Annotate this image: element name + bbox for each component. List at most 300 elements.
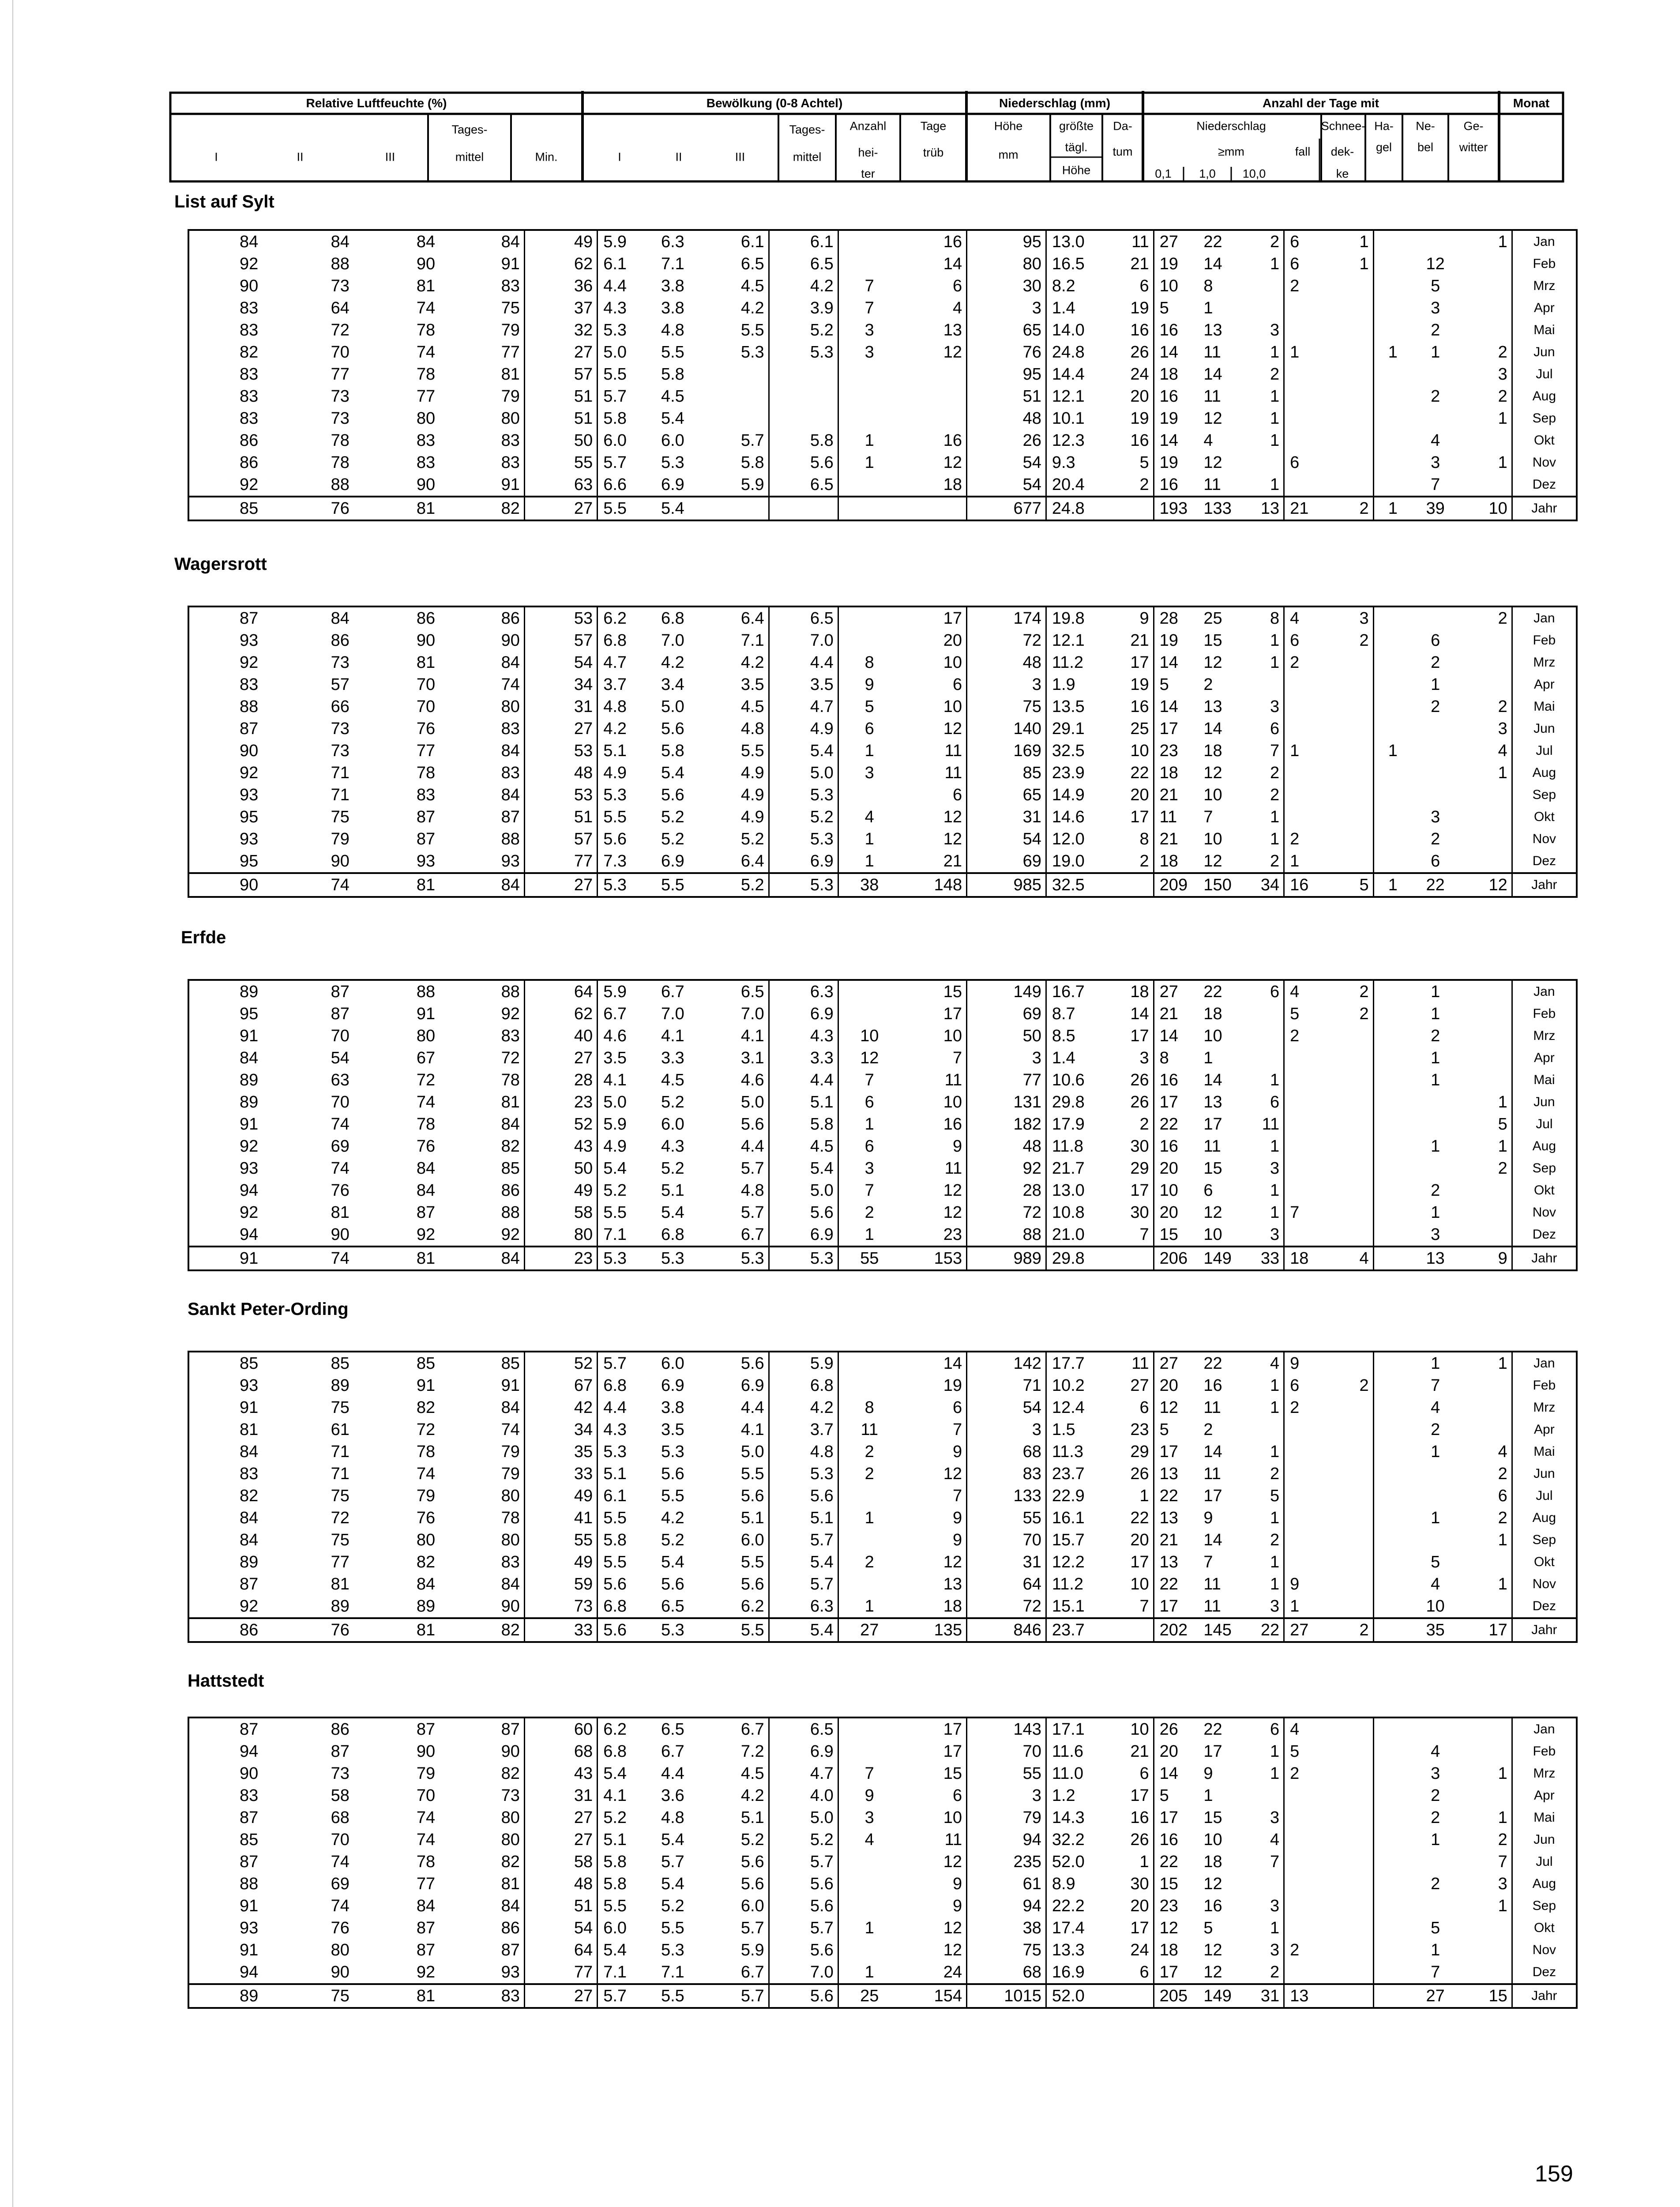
data-cell: 2 [1459, 1463, 1512, 1485]
month-label: Aug [1512, 1135, 1576, 1157]
data-cell: 91 [439, 253, 524, 275]
data-cell: 8 [1159, 1049, 1169, 1067]
data-cell: 5 [1203, 1919, 1213, 1937]
data-cell: 74 [439, 674, 524, 696]
data-cell: 10 [900, 696, 967, 718]
data-cell: 94 [240, 1742, 259, 1761]
data-cell: 12 [900, 828, 967, 850]
data-cell: 58 [524, 1851, 597, 1873]
data-cell: 1.4 [1052, 299, 1075, 317]
data-cell: 5.7 [769, 1851, 838, 1873]
data-cell: 31 [524, 1785, 597, 1807]
station-name: List auf Sylt [174, 192, 274, 211]
data-cell: 81 [353, 497, 439, 520]
data-cell: 90 [416, 1742, 436, 1761]
data-cell [1284, 674, 1329, 696]
month-label: Jahr [1512, 497, 1576, 520]
data-cell: 8.2 [1052, 277, 1075, 295]
data-cell: 12 [1459, 873, 1512, 896]
data-cell [1373, 363, 1412, 385]
data-cell: 4.2 [661, 653, 684, 672]
data-cell: 80 [439, 407, 524, 429]
data-cell: 23.7 [1046, 1618, 1112, 1641]
data-cell: 92 [240, 255, 259, 273]
data-cell: 2 [1329, 1618, 1373, 1641]
data-cell [838, 231, 900, 253]
data-cell: 2 [1290, 1027, 1300, 1045]
month-label: Feb [1512, 629, 1576, 652]
month-row [189, 1939, 1576, 1961]
data-cell [1459, 1595, 1512, 1618]
data-cell: 16.5 [1052, 255, 1085, 273]
data-cell: 51 [524, 385, 597, 407]
data-cell [1329, 341, 1373, 363]
data-cell: 18 [1203, 742, 1222, 760]
data-cell: 61 [331, 1420, 350, 1439]
data-cell: 1 [1243, 253, 1284, 275]
data-cell: 12 [900, 1463, 967, 1485]
data-cell: 11 [861, 1420, 878, 1439]
data-cell: 73 [331, 277, 350, 295]
data-cell: 87 [416, 1941, 436, 1959]
data-cell: 90 [439, 1595, 524, 1618]
data-cell: 81 [353, 1984, 439, 2007]
data-cell: 85 [416, 1354, 436, 1373]
data-cell: 1 [1243, 407, 1284, 429]
data-cell: 21 [1159, 1531, 1178, 1549]
data-cell: 4.2 [661, 1509, 684, 1527]
data-cell: 12 [900, 1939, 967, 1961]
column-header [170, 91, 1563, 181]
month-label: Dez [1512, 850, 1576, 873]
data-cell: 4.6 [603, 1027, 627, 1045]
month-label: Jan [1512, 1352, 1576, 1375]
month-label: Sep [1512, 1157, 1576, 1179]
month-row [189, 1157, 1576, 1179]
data-cell [1284, 1895, 1329, 1917]
data-cell: 7 [1203, 1553, 1213, 1571]
data-cell: 16 [1159, 475, 1178, 494]
data-cell: 30 [1112, 1201, 1154, 1224]
data-cell: 79 [416, 1487, 436, 1505]
data-cell: 6 [1112, 275, 1154, 297]
data-cell: 11.2 [1052, 1575, 1083, 1593]
data-cell: 20 [900, 629, 967, 652]
data-cell: 1 [864, 1919, 874, 1937]
data-cell: 17 [1159, 1808, 1178, 1827]
data-cell [1329, 1463, 1373, 1485]
data-cell: 80 [416, 1531, 436, 1549]
data-cell: 19.0 [1052, 852, 1085, 870]
data-cell: 4.1 [603, 1786, 627, 1805]
data-cell: 68 [524, 1740, 597, 1763]
data-cell: 5.6 [769, 452, 838, 474]
header-days-thunder-a: Ge- [1463, 119, 1484, 133]
data-cell: 11.0 [1052, 1764, 1083, 1783]
data-cell: 11 [1112, 1352, 1154, 1375]
data-cell [1373, 297, 1412, 319]
data-cell: 13 [1243, 497, 1284, 520]
data-cell [1284, 474, 1329, 497]
data-cell: 84 [331, 609, 350, 628]
data-cell: 11 [1159, 808, 1177, 826]
data-cell: 74 [416, 1465, 436, 1483]
data-cell: 1 [1243, 1069, 1284, 1091]
data-cell: 3.9 [769, 297, 838, 319]
data-cell: 34 [524, 1419, 597, 1441]
data-cell: 5.3 [769, 1247, 838, 1269]
data-cell [1373, 1595, 1412, 1618]
data-cell: 3 [1431, 808, 1440, 826]
data-cell: 3.5 [712, 674, 769, 696]
data-cell [1459, 429, 1512, 452]
data-cell: 84 [416, 1159, 436, 1178]
header-cloud-clear-b: ter [861, 167, 875, 181]
data-cell: 6.9 [769, 1740, 838, 1763]
data-cell [900, 497, 967, 520]
data-cell: 17 [1112, 806, 1154, 828]
data-cell [1284, 407, 1329, 429]
data-cell: 2 [1329, 1375, 1373, 1397]
data-cell: 5.3 [603, 1442, 627, 1461]
data-cell: 14 [1159, 343, 1178, 362]
month-label: Jun [1512, 1463, 1576, 1485]
data-cell: 12 [1203, 1875, 1222, 1893]
data-cell: 57 [331, 675, 350, 694]
month-row [189, 275, 1576, 297]
data-cell: 9 [900, 1529, 967, 1551]
data-cell: 17.1 [1052, 1720, 1085, 1739]
data-cell [1459, 1069, 1512, 1091]
data-cell: 13 [1203, 697, 1222, 716]
data-cell: 29 [1112, 1441, 1154, 1463]
data-cell: 1 [864, 1509, 874, 1527]
data-cell: 5.3 [656, 1618, 712, 1641]
data-cell [769, 497, 838, 520]
data-cell: 1 [1243, 1507, 1284, 1529]
data-cell: 11 [900, 1829, 967, 1851]
header-cloud-clear-a: hei- [858, 146, 878, 159]
data-cell: 6 [1112, 1763, 1154, 1785]
data-cell [1373, 1873, 1412, 1895]
data-cell: 153 [900, 1247, 967, 1269]
data-cell [1329, 1352, 1373, 1375]
data-cell: 16 [1284, 873, 1329, 896]
data-cell: 87 [416, 808, 436, 826]
data-cell: 15 [1159, 1875, 1178, 1893]
data-cell: 6 [1431, 852, 1440, 870]
month-label: Mai [1512, 319, 1576, 341]
data-cell: 48 [967, 652, 1046, 674]
data-cell: 4 [1203, 431, 1213, 450]
data-cell: 5.2 [661, 1159, 684, 1178]
data-cell: 77 [331, 365, 350, 384]
data-cell: 1 [1388, 742, 1398, 760]
data-cell [1373, 1003, 1412, 1025]
data-cell: 5.2 [661, 1531, 684, 1549]
data-cell: 2 [864, 1442, 874, 1461]
data-cell: 84 [416, 233, 436, 251]
data-cell: 6.5 [661, 1597, 684, 1616]
data-cell: 50 [524, 429, 597, 452]
data-cell [838, 1573, 900, 1595]
month-label: Mai [1512, 1807, 1576, 1829]
data-cell: 9 [900, 1895, 967, 1917]
data-cell: 50 [967, 1025, 1046, 1047]
data-cell: 145 [1198, 1618, 1243, 1641]
data-cell: 27 [524, 497, 597, 520]
data-cell: 11.2 [1052, 653, 1083, 672]
data-cell [1329, 718, 1373, 740]
data-cell [1329, 275, 1373, 297]
data-cell: 6.3 [769, 1595, 838, 1618]
data-cell: 1 [1243, 629, 1284, 652]
data-cell: 80 [416, 409, 436, 428]
data-cell: 3.3 [769, 1047, 838, 1069]
data-cell: 1 [1203, 299, 1213, 317]
data-cell: 5 [1159, 299, 1169, 317]
data-cell: 80 [439, 1485, 524, 1507]
data-cell: 84 [240, 1531, 259, 1549]
month-label: Aug [1512, 762, 1576, 784]
month-row [189, 740, 1576, 762]
data-cell: 6.4 [712, 607, 769, 629]
data-cell: 1 [1290, 852, 1300, 870]
data-cell [1373, 1247, 1412, 1269]
data-cell: 16 [1159, 1137, 1178, 1156]
data-cell: 4.8 [661, 321, 684, 339]
data-cell: 19 [1159, 255, 1178, 273]
data-cell: 76 [262, 1618, 353, 1641]
data-cell: 83 [439, 718, 524, 740]
data-cell [838, 1895, 900, 1917]
data-cell [1329, 1984, 1373, 2007]
data-cell: 94 [240, 1963, 259, 1981]
month-label: Jahr [1512, 873, 1576, 896]
data-cell: 83 [240, 299, 259, 317]
data-cell: 182 [967, 1113, 1046, 1135]
data-cell: 76 [262, 497, 353, 520]
data-cell: 22 [1112, 762, 1154, 784]
data-cell: 76 [331, 1919, 350, 1937]
data-cell: 2 [1290, 830, 1300, 848]
data-cell: 6.3 [769, 981, 838, 1003]
data-cell: 27 [838, 1618, 900, 1641]
data-cell [1412, 1895, 1459, 1917]
data-cell: 5.8 [661, 365, 684, 384]
data-cell: 4.8 [769, 1441, 838, 1463]
header-precip-height: Höhe [994, 119, 1023, 133]
month-label: Jun [1512, 341, 1576, 363]
data-cell: 79 [331, 830, 350, 848]
data-cell: 5.2 [769, 1829, 838, 1851]
data-cell: 5 [1159, 675, 1169, 694]
data-cell [1373, 696, 1412, 718]
data-cell: 5.5 [661, 343, 684, 362]
data-cell: 49 [524, 1179, 597, 1201]
data-cell: 87 [439, 1718, 524, 1740]
data-cell: 12 [1203, 653, 1222, 672]
data-cell: 95 [240, 1005, 259, 1023]
data-cell: 90 [240, 1764, 259, 1783]
data-cell: 83 [439, 1984, 524, 2007]
data-cell: 74 [416, 299, 436, 317]
data-cell: 4.0 [769, 1785, 838, 1807]
data-cell: 6.3 [661, 233, 684, 251]
data-cell [1112, 1247, 1154, 1269]
data-cell: 34 [1243, 873, 1284, 896]
data-cell: 5.7 [598, 1984, 656, 2007]
data-cell: 41 [524, 1507, 597, 1529]
data-cell [1243, 1003, 1284, 1025]
data-cell: 6.0 [712, 1529, 769, 1551]
month-label: Sep [1512, 407, 1576, 429]
data-cell: 22 [1159, 1115, 1178, 1134]
data-cell: 83 [240, 409, 259, 428]
data-cell: 82 [439, 1618, 524, 1641]
data-cell: 5.9 [769, 1352, 838, 1375]
month-row [189, 429, 1576, 452]
data-cell: 5.8 [603, 1875, 627, 1893]
data-cell: 20 [1159, 1159, 1178, 1178]
data-cell: 32 [524, 319, 597, 341]
data-cell: 80 [439, 696, 524, 718]
data-cell: 75 [331, 1398, 350, 1417]
header-days-fog-b: bel [1417, 140, 1434, 154]
data-cell: 14 [1203, 719, 1222, 738]
annual-total-row [189, 497, 1576, 520]
data-cell: 4.8 [603, 697, 627, 716]
data-cell [1459, 1718, 1512, 1740]
data-cell: 26 [1112, 1069, 1154, 1091]
data-cell: 5.4 [769, 1618, 838, 1641]
data-cell: 5.1 [603, 742, 627, 760]
month-label: Sep [1512, 784, 1576, 806]
data-cell: 149 [1198, 1247, 1243, 1269]
data-cell: 74 [262, 873, 353, 896]
data-cell: 55 [524, 1529, 597, 1551]
data-cell: 5.3 [712, 1247, 769, 1269]
data-cell: 5.5 [712, 740, 769, 762]
header-rh-iii: III [385, 150, 395, 164]
data-cell [838, 981, 900, 1003]
data-cell: 5.5 [656, 873, 712, 896]
page-margin-rule [12, 0, 13, 2207]
data-cell [1412, 1718, 1459, 1740]
data-cell [1459, 1419, 1512, 1441]
data-cell: 81 [331, 1203, 350, 1222]
data-cell: 74 [331, 1853, 350, 1871]
data-cell: 30 [967, 275, 1046, 297]
data-cell: 5.3 [769, 341, 838, 363]
data-cell: 74 [331, 1159, 350, 1178]
data-cell: 85 [967, 762, 1046, 784]
data-cell: 3.5 [661, 1420, 684, 1439]
data-cell: 5.6 [712, 1113, 769, 1135]
data-cell: 4.2 [769, 1397, 838, 1419]
month-row [189, 1179, 1576, 1201]
data-cell [1373, 1224, 1412, 1247]
data-cell: 26 [1112, 1091, 1154, 1113]
data-cell: 5.0 [603, 1093, 627, 1111]
month-label: Apr [1512, 1047, 1576, 1069]
header-precip-date-a: Da- [1113, 119, 1132, 133]
data-cell: 985 [967, 873, 1046, 896]
data-cell: 94 [240, 1181, 259, 1200]
data-cell: 78 [416, 1115, 436, 1134]
data-cell: 72 [331, 321, 350, 339]
data-cell [1329, 762, 1373, 784]
data-cell [1412, 1157, 1459, 1179]
data-cell: 5.5 [603, 1509, 627, 1527]
data-cell: 79 [439, 1463, 524, 1485]
data-cell: 9 [1459, 1247, 1512, 1269]
data-cell [1373, 1069, 1412, 1091]
data-cell: 2 [1459, 696, 1512, 718]
header-precip-mm: mm [998, 148, 1019, 162]
data-cell [1459, 1025, 1512, 1047]
data-cell: 19.8 [1052, 609, 1085, 628]
data-cell: 81 [439, 363, 524, 385]
data-cell [1459, 1224, 1512, 1247]
data-cell: 22 [1159, 1487, 1178, 1505]
month-row [189, 319, 1576, 341]
month-label: Jan [1512, 1718, 1576, 1740]
data-cell: 9 [900, 1441, 967, 1463]
data-cell: 17 [1159, 1093, 1178, 1111]
month-row [189, 1551, 1576, 1573]
data-cell: 89 [240, 1093, 259, 1111]
data-cell: 143 [967, 1718, 1046, 1740]
data-cell: 57 [524, 629, 597, 652]
data-cell [1329, 1939, 1373, 1961]
data-cell: 35 [524, 1441, 597, 1463]
month-row [189, 1873, 1576, 1895]
data-cell: 55 [524, 452, 597, 474]
data-cell: 80 [416, 1027, 436, 1045]
data-cell: 77 [416, 1875, 436, 1893]
data-cell [1284, 1047, 1329, 1069]
data-cell: 1 [1431, 1941, 1440, 1959]
data-cell: 3.7 [769, 1419, 838, 1441]
data-cell: 52.0 [1046, 1984, 1112, 2007]
data-cell [1373, 674, 1412, 696]
data-cell: 6.5 [769, 607, 838, 629]
data-cell: 8 [864, 1398, 874, 1417]
data-cell: 16 [1159, 1830, 1178, 1849]
data-cell [1329, 1917, 1373, 1939]
month-row [189, 607, 1576, 629]
data-cell: 9.3 [1052, 453, 1075, 472]
data-cell: 3.5 [603, 1049, 627, 1067]
data-cell: 77 [524, 1961, 597, 1984]
month-label: Mrz [1512, 275, 1576, 297]
data-cell [1373, 429, 1412, 452]
data-cell: 1 [864, 830, 874, 848]
data-cell: 2 [1431, 1181, 1440, 1200]
data-cell: 84 [439, 1247, 524, 1269]
data-cell: 9 [1290, 1575, 1300, 1593]
data-cell: 1 [1243, 1375, 1284, 1397]
data-cell: 48 [967, 1135, 1046, 1157]
data-cell: 5.4 [769, 740, 838, 762]
data-cell [838, 1939, 900, 1961]
data-cell: 5.5 [712, 1463, 769, 1485]
data-cell: 13 [1284, 1984, 1329, 2007]
data-cell: 5.9 [712, 474, 769, 497]
data-cell: 93 [240, 1919, 259, 1937]
data-cell: 9 [1203, 1764, 1213, 1783]
